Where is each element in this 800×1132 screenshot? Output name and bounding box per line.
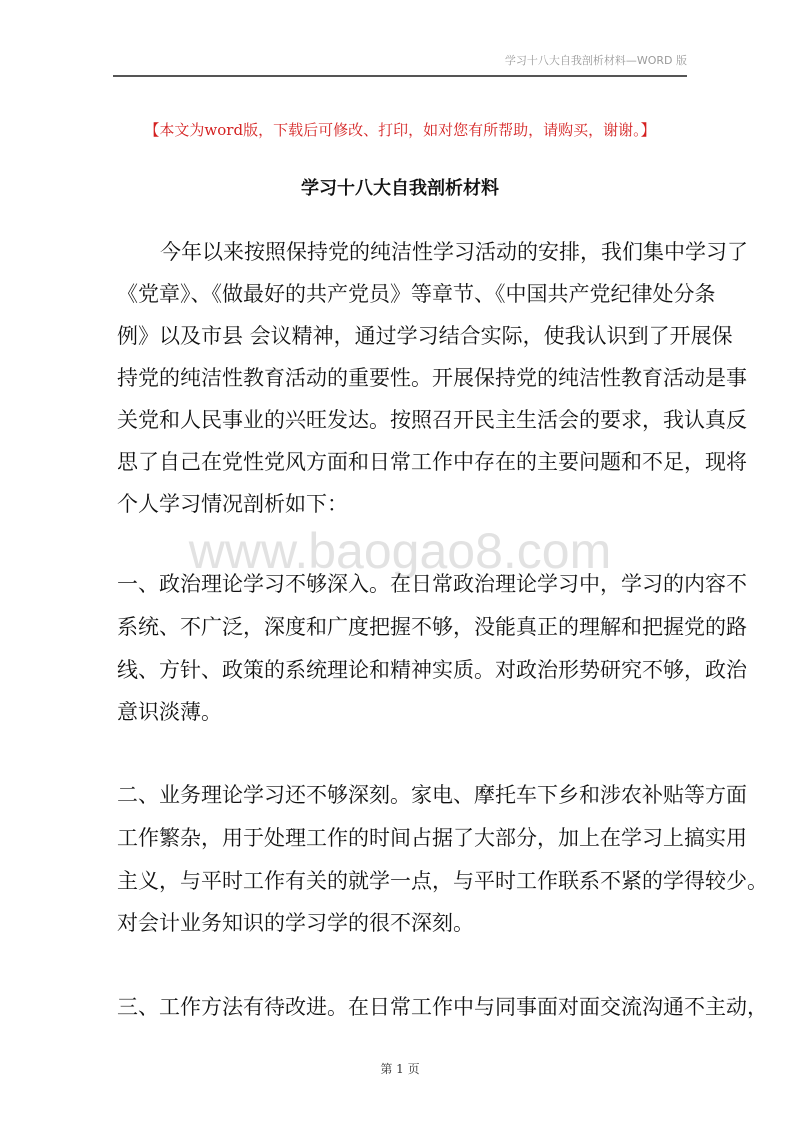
running-header: 学习十八大自我剖析材料—WORD 版 xyxy=(504,54,687,67)
body-line: 工作繁杂，用于处理工作的时间占据了大部分，加上在学习上搞实用 xyxy=(117,826,747,850)
header-divider xyxy=(113,75,687,77)
body-line: 例》以及市县 会议精神，通过学习结合实际，使我认识到了开展保 xyxy=(117,324,733,348)
body-line: 三、工作方法有待改进。在日常工作中与同事面对面交流沟通不主动， xyxy=(117,995,768,1019)
page-number: 第 1 页 xyxy=(380,1062,420,1076)
body-line: 今年以来按照保持党的纯洁性学习活动的安排，我们集中学习了 xyxy=(160,240,748,264)
body-line: 《党章》、《做最好的共产党员》等章节、《中国共产党纪律处分条 xyxy=(117,282,716,306)
body-line: 思了自己在党性党风方面和日常工作中存在的主要问题和不足，现将 xyxy=(117,450,747,474)
watermark: www.baogao8.com xyxy=(188,523,612,579)
body-line: 系统、不广泛，深度和广度把握不够，没能真正的理解和把握党的路 xyxy=(117,615,747,639)
purchase-notice: 【本文为word版，下载后可修改、打印，如对您有所帮助，请购买，谢谢。】 xyxy=(144,121,656,139)
body-line: 持党的纯洁性教育活动的重要性。开展保持党的纯洁性教育活动是事 xyxy=(117,366,747,390)
body-line: 一、政治理论学习不够深入。在日常政治理论学习中，学习的内容不 xyxy=(117,572,747,596)
body-line: 对会计业务知识的学习学的很不深刻。 xyxy=(117,911,474,935)
body-line: 二、业务理论学习还不够深刻。家电、摩托车下乡和涉农补贴等方面 xyxy=(117,783,747,807)
body-line: 关党和人民事业的兴旺发达。按照召开民主生活会的要求，我认真反 xyxy=(117,408,747,432)
document-title: 学习十八大自我剖析材料 xyxy=(301,178,499,199)
body-line: 线、方针、政策的系统理论和精神实质。对政治形势研究不够，政治 xyxy=(117,658,747,682)
body-line: 主义，与平时工作有关的就学一点，与平时工作联系不紧的学得较少。 xyxy=(117,869,768,893)
body-line: 意识淡薄。 xyxy=(117,700,222,724)
body-line: 个人学习情况剖析如下： xyxy=(117,492,348,516)
